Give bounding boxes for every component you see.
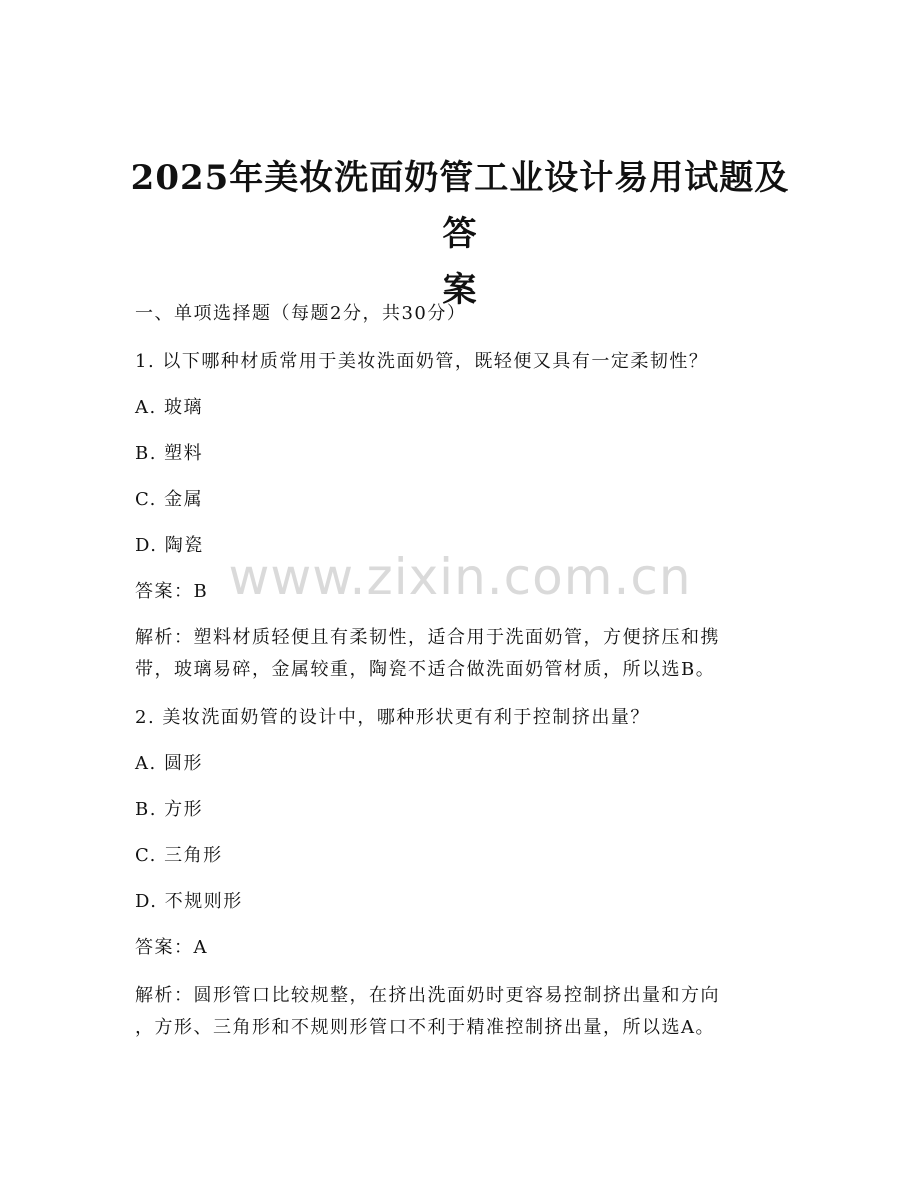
- question-1-answer: 答案：B: [135, 581, 209, 602]
- question-1-stem: 1. 以下哪种材质常用于美妆洗面奶管，既轻便又具有一定柔韧性？: [135, 351, 709, 372]
- title-line-2: 案: [442, 270, 478, 310]
- question-1-explanation-line-1: 解析：塑料材质轻便且有柔韧性，适合用于洗面奶管，方便挤压和携: [135, 627, 720, 648]
- question-2-option-b: B. 方形: [135, 799, 204, 820]
- question-2-answer: 答案：A: [135, 937, 208, 958]
- section-heading: 一、单项选择题（每题2分，共30分）: [135, 303, 467, 324]
- question-1-option-d: D. 陶瓷: [135, 535, 204, 556]
- question-2-explanation-line-1: 解析：圆形管口比较规整，在挤出洗面奶时更容易控制挤出量和方向: [135, 985, 720, 1006]
- question-1-option-a: A. 玻璃: [135, 397, 203, 418]
- question-1-option-b: B. 塑料: [135, 443, 204, 464]
- question-2-option-c: C. 三角形: [135, 845, 223, 866]
- question-2-option-d: D. 不规则形: [135, 891, 243, 912]
- title-line-1: 2025年美妆洗面奶管工业设计易用试题及答: [130, 158, 790, 254]
- question-1-explanation-line-2: 带，玻璃易碎，金属较重，陶瓷不适合做洗面奶管材质，所以选B。: [135, 659, 716, 680]
- question-2-option-a: A. 圆形: [135, 753, 203, 774]
- watermark: www.zixin.com.cn: [228, 548, 692, 606]
- question-2-explanation-line-2: ，方形、三角形和不规则形管口不利于精准控制挤出量，所以选A。: [135, 1017, 715, 1038]
- question-2-stem: 2. 美妆洗面奶管的设计中，哪种形状更有利于控制挤出量？: [135, 707, 650, 728]
- document-title: [120, 150, 800, 318]
- question-1-option-c: C. 金属: [135, 489, 204, 510]
